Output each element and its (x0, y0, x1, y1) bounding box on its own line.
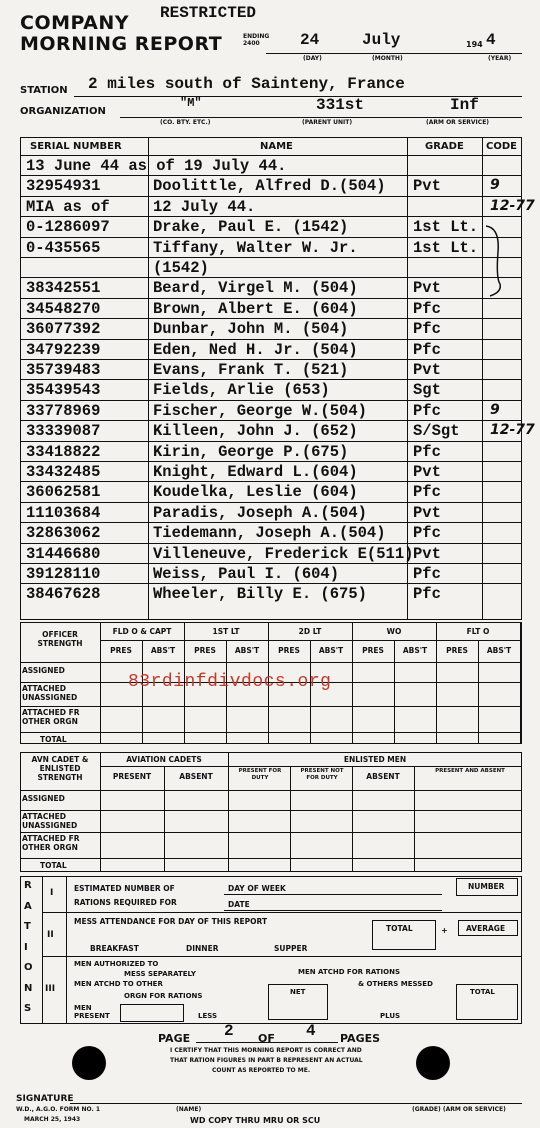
officer-group-header: WO (386, 627, 402, 636)
men-present-label: MEN PRESENT (74, 1004, 110, 1020)
plus-label: PLUS (380, 1012, 401, 1020)
col-serial-header: SERIAL NUMBER (30, 141, 122, 152)
company-caption: (CO. BTY. ETC.) (160, 119, 211, 126)
grade-cell: Pfc (413, 320, 441, 339)
rations-letter: R (24, 880, 32, 891)
rations-letter: N (24, 982, 33, 994)
name-cell: Doolittle, Alfred D.(504) (153, 177, 386, 196)
estimated-label: ESTIMATED NUMBER OF (74, 884, 175, 893)
year-suffix: 4 (486, 31, 496, 49)
code-cell: 12-77 (490, 197, 535, 214)
punch-hole-right (416, 1046, 450, 1080)
report-day: 24 (300, 31, 320, 49)
classification-stamp: RESTRICTED (160, 4, 257, 22)
officer-row-total: TOTAL (40, 735, 67, 744)
table-row (20, 503, 522, 523)
officer-abst-header: ABS'T (234, 646, 260, 655)
company-value: "M" (180, 96, 202, 110)
enlisted-row-total: TOTAL (40, 861, 67, 870)
grade-cell: Pfc (413, 483, 441, 502)
serial-cell: 34548270 (26, 299, 101, 318)
rations-sec-1: I (50, 888, 54, 898)
name-cell: Kirin, George P.(675) (153, 442, 349, 461)
date-label: DATE (228, 900, 250, 909)
station-value: 2 miles south of Sainteny, France (88, 75, 405, 93)
name-cell: Weiss, Paul I. (604) (153, 565, 340, 583)
rations-letter: O (24, 962, 33, 973)
parent-caption: (PARENT UNIT) (302, 119, 353, 126)
officer-pres-header: PRES (362, 646, 384, 655)
officer-row-attached-other: ATTACHED FR OTHER ORGN (22, 708, 80, 726)
officer-group-header: FLT O (466, 627, 490, 636)
table-row (20, 156, 522, 176)
of-label: OF (258, 1032, 275, 1045)
name-cell: Evans, Frank T. (521) (153, 361, 349, 379)
dinner-label: DINNER (186, 944, 219, 953)
officer-abst-header: ABS'T (486, 646, 512, 655)
average-label: AVERAGE (466, 924, 506, 933)
officer-group-header: 1ST LT (212, 627, 240, 636)
table-row (20, 442, 522, 462)
pages-total: 4 (306, 1022, 316, 1040)
grade-cell: Pfc (413, 401, 441, 420)
form-number: W.D., A.G.O. FORM NO. 1 (16, 1106, 101, 1113)
name-cell: Beard, Virgel M. (504) (153, 279, 358, 298)
name-cell: Fischer, George W.(504) (153, 401, 367, 420)
certify-line-3: COUNT AS REPORTED TO ME. (212, 1067, 311, 1074)
rations-sec-2: II (47, 930, 54, 940)
enlisted-men-header: ENLISTED MEN (343, 755, 407, 764)
cadet-present-header: PRESENT (112, 772, 152, 781)
day-of-week-label: DAY OF WEEK (228, 884, 286, 893)
serial-cell: 33418822 (26, 442, 101, 461)
number-label: NUMBER (468, 882, 505, 891)
arm-value: Inf (450, 96, 479, 114)
table-row (20, 197, 535, 217)
serial-cell: 31446680 (26, 544, 101, 563)
men-atchd-for-label: MEN ATCHD FOR RATIONS (298, 968, 400, 976)
men-atchd-other-label: MEN ATCHD TO OTHER (74, 980, 163, 988)
code-cell: 12-77 (490, 422, 535, 439)
table-row (20, 176, 522, 196)
grade-cell: Pvt (413, 361, 441, 379)
name-cell: Drake, Paul E. (1542) (153, 218, 349, 237)
divide-mark: + (441, 926, 448, 935)
table-row (20, 482, 522, 502)
mess-separately-label: MESS SEPARATELY (124, 970, 196, 978)
table-row (20, 462, 522, 482)
name-cell: Fields, Arlie (653) (153, 381, 330, 400)
grade-cell: Sgt (413, 381, 441, 400)
page-label: PAGE (158, 1032, 191, 1045)
serial-cell: 33432485 (26, 463, 101, 481)
table-row (20, 278, 522, 298)
table-row (20, 421, 535, 441)
punch-hole-left (72, 1046, 106, 1080)
table-row (20, 340, 522, 360)
grade-cell: Pfc (413, 299, 441, 318)
present-for-duty-header: PRESENT FOR DUTY (238, 768, 282, 781)
table-row (20, 523, 522, 543)
grade-caption: (GRADE) (ARM OR SERVICE) (412, 1106, 506, 1113)
enlisted-row-attached-unassigned: ATTACHED UNASSIGNED (22, 812, 78, 830)
table-row (20, 544, 522, 564)
enlisted-strength-label: AVN CADET & ENLISTED STRENGTH (31, 755, 89, 782)
serial-cell: 36062581 (26, 483, 101, 502)
orgn-rations-label: ORGN FOR RATIONS (124, 992, 203, 1000)
grade-cell: Pvt (413, 177, 441, 196)
officer-row-attached-unassigned: ATTACHED UNASSIGNED (22, 684, 78, 702)
present-and-absent-header: PRESENT AND ABSENT (435, 768, 505, 774)
name-cell: (1542) (153, 259, 209, 277)
col-code-header: CODE (486, 141, 517, 152)
present-not-duty-header: PRESENT NOT FOR DUTY (300, 768, 344, 781)
rations-sec-3: III (45, 984, 56, 994)
serial-cell: 0-435565 (26, 238, 101, 257)
name-cell: Dunbar, John M. (504) (153, 320, 349, 339)
name-cell: Brown, Albert E. (604) (153, 299, 358, 318)
breakfast-label: BREAKFAST (90, 944, 139, 953)
name-cell: Koudelka, Leslie (604) (153, 483, 358, 502)
total-2-label: TOTAL (470, 988, 495, 996)
col-grade-header: GRADE (425, 141, 464, 152)
report-month: July (362, 31, 401, 49)
code-cell: 9 (490, 177, 500, 194)
officer-abst-header: ABS'T (318, 646, 344, 655)
station-label: STATION (20, 85, 68, 96)
supper-label: SUPPER (274, 944, 308, 953)
rations-letter: S (24, 1003, 32, 1014)
watermark: 83rdinfdivdocs.org (128, 672, 332, 692)
officer-group-header: 2D LT (298, 627, 322, 636)
parent-unit-value: 331st (316, 96, 365, 114)
grade-cell: Pfc (413, 524, 441, 543)
serial-cell: 34792239 (26, 340, 101, 359)
name-cell: 12 July 44. (153, 197, 256, 216)
page-number: 2 (224, 1022, 234, 1040)
name-cell: Killeen, John J. (652) (153, 422, 358, 441)
table-row (20, 299, 522, 319)
arm-caption: (ARM OR SERVICE) (426, 119, 490, 126)
table-row (20, 360, 522, 380)
name-cell: Paradis, Joseph A.(504) (153, 503, 367, 522)
serial-cell: 13 June 44 as of 19 July 44. (26, 157, 287, 175)
serial-cell: 38467628 (26, 585, 101, 604)
certify-line-2: THAT RATION FIGURES IN PART B REPRESENT AN ACTUAL (170, 1057, 363, 1064)
grade-cell: 1st Lt. (413, 218, 479, 237)
name-cell: Villeneuve, Frederick E(511) (153, 544, 414, 563)
name-cell: Wheeler, Billy E. (675) (153, 585, 367, 604)
grade-cell: Pfc (413, 585, 441, 604)
enlisted-row-attached-other: ATTACHED FR OTHER ORGN (22, 834, 80, 852)
table-row (20, 319, 522, 339)
rations-letter: T (24, 921, 31, 932)
cadet-absent-header: ABSENT (179, 772, 213, 781)
organization-label: ORGANIZATION (20, 106, 106, 117)
serial-cell: 36077392 (26, 320, 101, 339)
name-caption: (NAME) (176, 1106, 202, 1113)
grade-cell: S/Sgt (413, 422, 460, 441)
signature-label: SIGNATURE (16, 1094, 74, 1104)
form-title-morning-report: MORNING REPORT (20, 33, 223, 55)
net-label: NET (290, 988, 306, 996)
name-cell: Eden, Ned H. Jr. (504) (153, 340, 358, 359)
officer-pres-header: PRES (446, 646, 468, 655)
serial-cell: 11103684 (26, 503, 101, 522)
grade-cell: Pvt (413, 279, 441, 298)
table-row (20, 401, 522, 421)
rations-letter: A (24, 900, 32, 912)
enlisted-absent-header: ABSENT (366, 772, 400, 781)
name-cell: Tiffany, Walter W. Jr. (153, 238, 358, 257)
serial-cell: 38342551 (26, 279, 101, 298)
table-row (20, 258, 522, 278)
officer-row-assigned: ASSIGNED (22, 666, 65, 675)
authorized-label: MEN AUTHORIZED TO (74, 960, 159, 968)
required-label: RATIONS REQUIRED FOR (74, 898, 177, 907)
wd-copy-label: WD COPY THRU MRU OR SCU (190, 1116, 321, 1125)
rations-letter: I (24, 941, 28, 953)
serial-cell: 35439543 (26, 381, 101, 400)
officer-abst-header: ABS'T (402, 646, 428, 655)
ending-label: ENDING 2400 (243, 33, 270, 47)
mess-attendance-label: MESS ATTENDANCE FOR DAY OF THIS REPORT (74, 917, 268, 926)
form-title-company: COMPANY (20, 12, 130, 34)
table-row (20, 564, 522, 584)
serial-cell: 32863062 (26, 524, 101, 543)
mess-total-label: TOTAL (386, 924, 413, 933)
less-label: LESS (198, 1012, 218, 1020)
serial-cell: 39128110 (26, 565, 101, 583)
year-prefix: 194 (466, 40, 483, 49)
grade-cell: Pfc (413, 565, 441, 583)
grade-cell: Pfc (413, 340, 441, 359)
table-row (20, 217, 522, 237)
serial-cell: 35739483 (26, 361, 101, 379)
officer-abst-header: ABS'T (150, 646, 176, 655)
serial-cell: 32954931 (26, 177, 101, 196)
certify-line-1: I CERTIFY THAT THIS MORNING REPORT IS CORRECT AND (170, 1047, 362, 1054)
grade-cell: 1st Lt. (413, 238, 479, 257)
name-cell: Tiedemann, Joseph A.(504) (153, 524, 386, 543)
year-caption: (YEAR) (488, 55, 512, 62)
enlisted-row-assigned: ASSIGNED (22, 794, 65, 803)
code-cell: 9 (490, 401, 500, 418)
serial-cell: MIA as of (26, 197, 110, 216)
others-messed-label: & OTHERS MESSED (358, 980, 433, 988)
table-row (20, 584, 522, 604)
serial-cell: 0-1286097 (26, 218, 110, 237)
officer-strength-label: OFFICER STRENGTH (37, 630, 83, 648)
name-cell: Knight, Edward L.(604) (153, 463, 358, 481)
serial-cell: 33778969 (26, 401, 101, 420)
col-name-header: NAME (260, 141, 293, 152)
table-row (20, 380, 522, 400)
grade-cell: Pvt (413, 503, 441, 522)
pages-label: PAGES (340, 1032, 381, 1045)
month-caption: (MONTH) (372, 55, 403, 62)
officer-pres-header: PRES (278, 646, 300, 655)
grade-cell: Pfc (413, 442, 441, 461)
aviation-cadets-header: AVIATION CADETS (126, 755, 202, 764)
officer-group-header: FLD O & CAPT (112, 627, 172, 636)
day-caption: (DAY) (303, 55, 322, 62)
bracket-mark (482, 222, 512, 302)
form-date: MARCH 25, 1943 (24, 1116, 81, 1123)
table-row (20, 238, 522, 258)
grade-cell: Pvt (413, 544, 441, 563)
officer-pres-header: PRES (194, 646, 216, 655)
grade-cell: Pvt (413, 463, 441, 481)
serial-cell: 33339087 (26, 422, 101, 441)
officer-pres-header: PRES (110, 646, 132, 655)
